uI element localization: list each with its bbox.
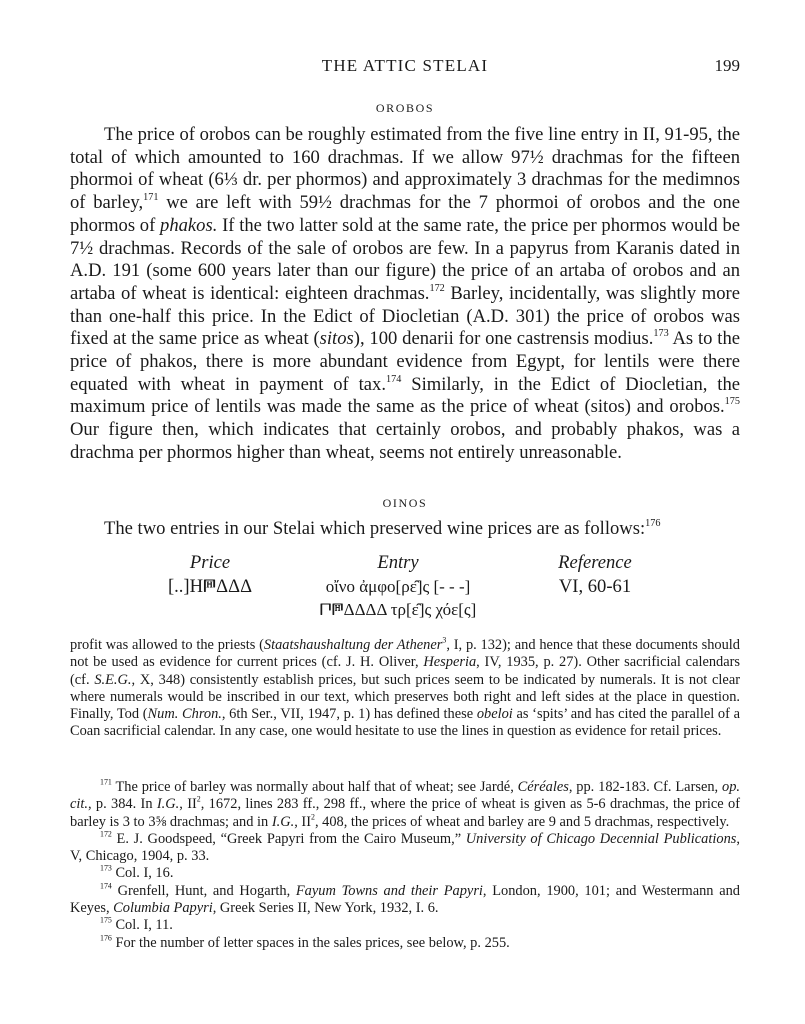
- footnote-ref-176: 176: [645, 517, 661, 529]
- footnote-173: [70, 865, 740, 882]
- superscript: 172: [100, 829, 112, 839]
- italic-run: University of Chicago Decennial Publications: [465, 830, 737, 847]
- wine-reference-cell: VI, 60-61: [558, 576, 632, 597]
- superscript: 171: [100, 777, 112, 787]
- italic-run: Fayum Towns and their Papyri: [295, 882, 483, 899]
- text-run: , London, 1900, 101; and Westermann and Keyes,: [70, 882, 740, 917]
- italic-run: I.G.: [156, 796, 180, 813]
- italic-run: Céréales: [517, 779, 569, 795]
- superscript: 173: [100, 864, 112, 874]
- footnotes: [70, 779, 740, 952]
- text-run: Barley, incidentally, was slightly more than one-half this price. In the Edict of Diocletian (A.D. 301) the price of orobos was fixed at the same price as wheat (: [70, 282, 740, 350]
- superscript: 3: [442, 635, 447, 645]
- text-run: profit was allowed to the priests (: [70, 637, 264, 653]
- orobos-paragraph: [70, 124, 740, 465]
- text-run: ), 100 denarii for one castrensis modius.: [353, 328, 654, 350]
- italic-run: sitos: [319, 328, 354, 350]
- text-run: E. J. Goodspeed, “Greek Papyri from the Cairo Museum,”: [111, 830, 466, 847]
- text-run: , 1672, lines 283 ff., 298 ff., where the price of wheat is given as 5-6 drachmas, the price of barley is 3 to 3⅝ drachmas; and in: [70, 796, 741, 830]
- text-run: , V, Chicago, 1904, p. 33.: [70, 830, 740, 865]
- text-run: , 6th Ser., VII, 1947, p. 1) has defined these: [221, 706, 477, 723]
- wine-entry-line-2: 𐅃𐅅ΔΔΔΔ τρ[ε̑]ς χόε[ς]: [319, 600, 477, 619]
- table-header-reference: Reference: [558, 552, 632, 573]
- text-run: , 408, the prices of wheat and barley are 9 and 5 drachmas, respectively.: [314, 813, 730, 830]
- text-run: Col. I, 11.: [111, 917, 173, 934]
- text-run: Col. I, 16.: [111, 865, 174, 882]
- section-heading-orobos: OROBOS: [375, 101, 435, 115]
- text-run: As to the price of phakos, there is more abundant evidence from Egypt, for lentils were there equated with wheat in payment of tax.: [70, 328, 740, 395]
- page-number: 199: [714, 56, 740, 75]
- wine-entry-cell: [278, 575, 518, 621]
- superscript: 2: [196, 794, 201, 804]
- text-run: Our figure then, which indicates that certainly orobos, and probably phakos, was a drachma per phormos higher than wheat, seems not entirely unreasonable.: [70, 419, 740, 463]
- orobos-body: [70, 124, 740, 465]
- footnote-174: [70, 883, 740, 918]
- superscript: 173: [653, 328, 669, 340]
- italic-run: phakos.: [160, 214, 218, 236]
- text-run: , pp. 182-183. Cf. Larsen,: [568, 779, 722, 795]
- footnote-172: [70, 831, 740, 866]
- superscript: 175: [724, 396, 740, 408]
- italic-run: I.G.: [271, 813, 295, 830]
- text-run: If the two latter sold at the same rate, the price per phormos would be 7½ drachmas. Records of the sale of orobos are few. In a papyrus from Karanis dated in A.D. 191 (some 600 years later than our figure) the price of an artaba of orobos and an artaba of wheat is identical: eighteen drachmas.: [70, 214, 740, 304]
- oinos-intro: [70, 518, 740, 541]
- text-run: , Greek Series II, New York, 1932, I. 6.: [212, 900, 439, 917]
- oinos-intro-text: The two entries in our Stelai which preserved wine prices are as follows:: [104, 518, 646, 539]
- text-run: , p. 384. In: [87, 796, 157, 813]
- text-run: , I, p. 132); and hence that these documents should not be used as evidence for current prices (cf. J. H. Oliver,: [70, 637, 740, 671]
- italic-run: Num. Chron.: [147, 706, 222, 723]
- running-title: THE ATTIC STELAI: [321, 56, 489, 75]
- footnote-175: [70, 917, 740, 934]
- carryover-footnote: [70, 637, 740, 741]
- text-run: we are left with 59½ drachmas for the 7 phormoi of orobos and the one phormos of: [70, 192, 740, 236]
- carryover-footnote-text: [70, 637, 740, 741]
- italic-run: op. cit.: [70, 779, 740, 813]
- section-heading-oinos: OINOS: [382, 496, 428, 510]
- table-header-price: Price: [189, 552, 231, 573]
- italic-run: Columbia Papyri: [113, 900, 213, 917]
- wine-entry-line-1: οἴνο ἀμφο[ρε̑]ς [- - -]: [325, 577, 471, 596]
- text-run: , II: [179, 796, 197, 813]
- text-run: as ‘spits’ and has cited the parallel of a Coan sacrificial calendar. In any case, one would hesitate to use the lines in question as evidence for retail prices.: [70, 706, 740, 740]
- italic-run: Hesperia: [423, 654, 477, 671]
- wine-price-cell: [..]H𐅅ΔΔΔ: [167, 576, 253, 597]
- text-run: The price of orobos can be roughly estimated from the five line entry in II, 91-95, the total of which amounted to 160 drachmas. If we allow 97½ drachmas for the fifteen phormoi of wheat (6⅓ dr. per phormos) and approximately 3 drachmas for the medimnos of barley,: [70, 124, 740, 214]
- text-run: , IV, 1935, p. 27). Other sacrificial calendars (cf.: [70, 654, 741, 688]
- running-head: [70, 56, 740, 80]
- superscript: 174: [386, 373, 402, 385]
- superscript: 174: [100, 881, 112, 891]
- italic-run: Staatshaushaltung der Athener: [263, 637, 443, 653]
- italic-run: S.E.G.: [94, 671, 132, 688]
- table-header-entry: Entry: [377, 552, 419, 573]
- superscript: 175: [100, 916, 112, 926]
- text-run: The price of barley was normally about half that of wheat; see Jardé,: [111, 779, 518, 795]
- italic-run: obeloi: [476, 706, 513, 723]
- text-run: , II: [294, 813, 311, 830]
- superscript: 171: [143, 191, 159, 203]
- footnote-171: [70, 779, 740, 831]
- superscript: 176: [100, 933, 112, 943]
- footnote-176: [70, 935, 740, 952]
- text-run: Grenfell, Hunt, and Hogarth,: [111, 882, 296, 899]
- superscript: 172: [429, 282, 445, 294]
- text-run: For the number of letter spaces in the sales prices, see below, p. 255.: [111, 934, 510, 951]
- superscript: 2: [311, 812, 315, 822]
- text-run: , X, 348) consistently establish prices, but such prices seem to be indicated by numerals. It is not clear where numerals would be inscribed in our text, which preserves both right and left sides at the place in question. Finally, Tod (: [70, 671, 740, 723]
- text-run: Similarly, in the Edict of Diocletian, the maximum price of lentils was made the same as the price of wheat (sitos) and orobos.: [70, 373, 741, 418]
